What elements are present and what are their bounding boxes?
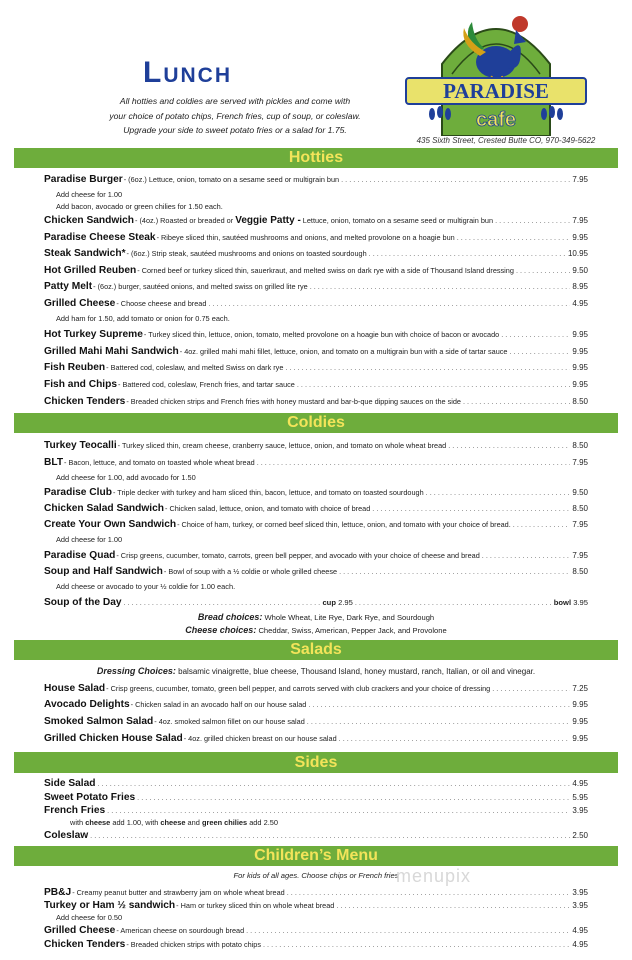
item-name: Fish and Chips bbox=[44, 379, 118, 390]
cup-price: cup 2.95 bbox=[322, 598, 353, 607]
item-desc: - Breaded chicken strips and French fries with honey mustard and bar-b-que dipping sauces on the side bbox=[126, 397, 461, 406]
section-bar-hotties: Hotties bbox=[14, 148, 618, 168]
item-desc: - American cheese on sourdough bread bbox=[116, 926, 245, 935]
item-price: 8.50 bbox=[572, 441, 588, 450]
item-price: 7.95 bbox=[572, 216, 588, 225]
leader-dots bbox=[310, 282, 571, 291]
paradise-cafe-logo bbox=[402, 4, 590, 136]
item-name: Turkey Teocalli bbox=[44, 440, 117, 451]
leader-dots bbox=[297, 380, 571, 389]
item-price: 4.95 bbox=[572, 940, 588, 949]
item-price: 9.95 bbox=[572, 233, 588, 242]
leader-dots bbox=[426, 488, 571, 497]
leader-dots bbox=[495, 216, 570, 225]
item-name: Paradise Cheese Steak bbox=[44, 232, 156, 243]
logo-wordmark: PARADISE bbox=[443, 79, 549, 103]
item-note: Add cheese or avocado to your ½ coldie for 1.00 each. bbox=[56, 582, 236, 591]
item-desc: - 4oz. grilled mahi mahi fillet, lettuce, onion, and tomato on a multigrain bun with a side of tartar sauce bbox=[179, 347, 508, 356]
leader-dots bbox=[355, 598, 552, 607]
item-desc: - Chicken salad, lettuce, onion, and tomato with choice of bread bbox=[165, 504, 371, 513]
leader-dots bbox=[90, 831, 570, 840]
item-note: Add bacon, avocado or green chilies for 1.50 each. bbox=[56, 202, 223, 211]
item-desc: - Bowl of soup with a ½ coldie or whole grilled cheese bbox=[163, 567, 338, 576]
leader-dots bbox=[513, 520, 571, 529]
address: 435 Sixth Street, Crested Butte CO, 970-349-5622 bbox=[416, 136, 596, 145]
item-price: 3.95 bbox=[572, 901, 588, 910]
item-desc: - Battered cod, coleslaw, French fries, and tartar sauce bbox=[118, 380, 295, 389]
leader-dots bbox=[341, 175, 570, 184]
menu-item bbox=[44, 566, 588, 577]
item-price: 7.95 bbox=[572, 520, 588, 529]
leader-dots bbox=[257, 458, 571, 467]
item-price: 9.95 bbox=[572, 380, 588, 389]
menu-item bbox=[44, 550, 588, 561]
section-bar-salads: Salads bbox=[14, 640, 618, 660]
bread-choices: Bread choices: Whole Wheat, Lite Rye, Dark Rye, and Sourdough bbox=[197, 612, 435, 622]
item-name: Grilled Mahi Mahi Sandwich bbox=[44, 346, 179, 357]
item-note: Add ham for 1.50, add tomato or onion for 0.75 each. bbox=[56, 314, 230, 323]
item-desc: - Crisp greens, cucumber, tomato, green bell pepper, and carrots served with club crackers and your choice of dressing bbox=[106, 684, 491, 693]
section-bar-children: Children’s Menu bbox=[14, 846, 618, 866]
item-price: 4.95 bbox=[572, 299, 588, 308]
menu-item bbox=[44, 440, 588, 451]
item-price: 3.95 bbox=[572, 806, 588, 815]
item-price: 7.95 bbox=[572, 175, 588, 184]
item-name: Side Salad bbox=[44, 778, 96, 789]
item-name: Grilled Cheese bbox=[44, 298, 116, 309]
menu-item bbox=[44, 248, 588, 259]
item-desc: - Crisp greens, cucumber, tomato, carrots, green bell pepper, and avocado with your choice of cheese and bread bbox=[116, 551, 480, 560]
item-name: Chicken Tenders bbox=[44, 396, 126, 407]
item-desc: - Choose cheese and bread bbox=[116, 299, 207, 308]
item-name: Paradise Club bbox=[44, 487, 112, 498]
item-price: 8.50 bbox=[572, 567, 588, 576]
leader-dots bbox=[492, 684, 570, 693]
leader-dots bbox=[448, 441, 570, 450]
item-desc: - Bacon, lettuce, and tomato on toasted whole wheat bread bbox=[64, 458, 255, 467]
item-name: Chicken Salad Sandwich bbox=[44, 503, 165, 514]
leader-dots bbox=[124, 598, 321, 607]
item-desc: - Battered cod, coleslaw, and melted Swiss on dark rye bbox=[106, 363, 284, 372]
item-name: Chicken Sandwich bbox=[44, 215, 135, 226]
item-price: 9.95 bbox=[572, 330, 588, 339]
menu-item bbox=[44, 716, 588, 727]
leader-dots bbox=[137, 793, 570, 802]
item-price: 8.50 bbox=[572, 397, 588, 406]
menu-item bbox=[44, 830, 588, 841]
menu-item bbox=[44, 298, 588, 309]
menu-item bbox=[44, 396, 588, 407]
item-price: 9.95 bbox=[572, 347, 588, 356]
item-price: 9.95 bbox=[572, 700, 588, 709]
item-price: 9.95 bbox=[572, 363, 588, 372]
dressing-choices: Dressing Choices: balsamic vinaigrette, blue cheese, Thousand Island, honey mustard, ranch, Italian, or oil and vinegar. bbox=[96, 666, 536, 676]
item-name: PB&J bbox=[44, 887, 72, 898]
leader-dots bbox=[463, 397, 570, 406]
item-desc: - (6oz.) Lettuce, onion, tomato on a sesame seed or multigrain bun bbox=[123, 175, 340, 184]
item-price: 9.50 bbox=[572, 266, 588, 275]
item-name: Paradise Burger bbox=[44, 174, 123, 185]
menu-item bbox=[44, 519, 588, 530]
item-note: Add cheese for 0.50 bbox=[56, 913, 123, 922]
item-desc: - Chicken salad in an avocado half on our house salad bbox=[130, 700, 307, 709]
leader-dots bbox=[336, 901, 570, 910]
item-name: Soup of the Day bbox=[44, 597, 122, 608]
bowl-price: bowl 3.95 bbox=[553, 598, 588, 607]
leader-dots bbox=[307, 717, 571, 726]
leader-dots bbox=[208, 299, 570, 308]
item-note: Add cheese for 1.00 bbox=[56, 190, 123, 199]
item-name: Hot Turkey Supreme bbox=[44, 329, 143, 340]
item-name: Chicken Tenders bbox=[44, 939, 126, 950]
menu-item bbox=[44, 379, 588, 390]
menu-item bbox=[44, 887, 588, 898]
section-bar-coldies: Coldies bbox=[14, 413, 618, 433]
item-price: 4.95 bbox=[572, 779, 588, 788]
menu-item bbox=[44, 503, 588, 514]
menu-item bbox=[44, 346, 588, 357]
intro-line: All hotties and coldies are served with pickles and come with bbox=[119, 96, 351, 106]
item-desc: - Corned beef or turkey sliced thin, sauerkraut, and melted swiss on dark rye with a side of Thousand Island dressing bbox=[137, 266, 514, 275]
item-name: Smoked Salmon Salad bbox=[44, 716, 154, 727]
item-desc: - Ham or turkey sliced thin on whole wheat bread bbox=[176, 901, 335, 910]
item-name: Sweet Potato Fries bbox=[44, 792, 136, 803]
item-note: Add cheese for 1.00 bbox=[56, 535, 123, 544]
section-bar-sides: Sides bbox=[14, 752, 618, 773]
intro-text bbox=[70, 94, 400, 138]
item-desc: - 4oz. smoked salmon fillet on our house salad bbox=[154, 717, 305, 726]
leader-dots bbox=[339, 567, 570, 576]
item-price: 8.95 bbox=[572, 282, 588, 291]
item-name: Grilled Chicken House Salad bbox=[44, 733, 183, 744]
item-desc: - (6oz.) burger, sautéed onions, and melted swiss on grilled lite rye bbox=[93, 282, 308, 291]
menu-item bbox=[44, 329, 588, 340]
item-price: 8.50 bbox=[572, 504, 588, 513]
leader-dots bbox=[457, 233, 571, 242]
item-note: Add cheese for 1.00, add avocado for 1.50 bbox=[56, 473, 196, 482]
item-price: 3.95 bbox=[572, 888, 588, 897]
menu-item bbox=[44, 232, 588, 243]
item-price: 9.50 bbox=[572, 488, 588, 497]
item-price: 2.50 bbox=[572, 831, 588, 840]
item-name: Grilled Cheese bbox=[44, 925, 116, 936]
item-name: Paradise Quad bbox=[44, 550, 116, 561]
item-name: Avocado Delights bbox=[44, 699, 130, 710]
menu-item bbox=[44, 792, 588, 803]
item-name: Coleslaw bbox=[44, 830, 89, 841]
menu-item bbox=[44, 487, 588, 498]
item-desc: - Turkey sliced thin, cream cheese, cranberry sauce, lettuce, onion, and tomato on whole wheat bread bbox=[117, 441, 447, 450]
leader-dots bbox=[509, 347, 570, 356]
leader-dots bbox=[246, 926, 570, 935]
item-price: 5.95 bbox=[572, 793, 588, 802]
item-price: 7.95 bbox=[572, 458, 588, 467]
menu-item bbox=[44, 215, 588, 226]
menu-item bbox=[44, 265, 588, 276]
item-desc: - Turkey sliced thin, lettuce, onion, tomato, melted provolone on a hoagie bun with choice of bacon or avocado bbox=[143, 330, 500, 339]
item-name: French Fries bbox=[44, 805, 106, 816]
item-desc: - Choice of ham, turkey, or corned beef sliced thin, lettuce, onion, and tomato with your choice of bread. bbox=[177, 520, 511, 529]
item-desc: - Creamy peanut butter and strawberry jam on whole wheat bread bbox=[72, 888, 285, 897]
leader-dots bbox=[285, 363, 570, 372]
item-price: 10.95 bbox=[567, 249, 588, 258]
intro-line: Upgrade your side to sweet potato fries or a salad for 1.75. bbox=[123, 125, 347, 135]
item-name: Turkey or Ham ½ sandwich bbox=[44, 900, 176, 911]
item-price: 7.95 bbox=[572, 551, 588, 560]
leader-dots bbox=[516, 266, 570, 275]
item-name: Soup and Half Sandwich bbox=[44, 566, 163, 577]
item-name: Patty Melt bbox=[44, 281, 93, 292]
menu-item bbox=[44, 683, 588, 694]
item-desc: - Triple decker with turkey and ham sliced thin, bacon, lettuce, and tomato on toasted sourdough bbox=[112, 488, 424, 497]
menu-item bbox=[44, 699, 588, 710]
leader-dots bbox=[482, 551, 571, 560]
leader-dots bbox=[98, 779, 571, 788]
menu-item bbox=[44, 778, 588, 789]
children-intro: For kids of all ages. Choose chips or French fries bbox=[233, 871, 399, 880]
intro-line: your choice of potato chips, French fries, cup of soup, or coleslaw. bbox=[109, 110, 361, 121]
logo-subword: cafe bbox=[475, 109, 517, 131]
item-desc: - Ribeye sliced thin, sautéed mushrooms and onions, and melted provolone on a hoagie bun bbox=[156, 233, 455, 242]
item-price: 9.95 bbox=[572, 734, 588, 743]
item-desc: - (6oz.) Strip steak, sautéed mushrooms and onions on toasted sourdough bbox=[126, 249, 367, 258]
leader-dots bbox=[287, 888, 571, 897]
item-name: Fish Reuben bbox=[44, 362, 106, 373]
leader-dots bbox=[501, 330, 570, 339]
leader-dots bbox=[263, 940, 570, 949]
leader-dots bbox=[372, 504, 570, 513]
menu-item bbox=[44, 925, 588, 936]
item-name: BLT bbox=[44, 457, 64, 468]
leader-dots bbox=[369, 249, 566, 258]
menu-item bbox=[44, 733, 588, 744]
item-desc: - 4oz. grilled chicken breast on our house salad bbox=[183, 734, 337, 743]
menu-item bbox=[44, 457, 588, 468]
item-desc: - Breaded chicken strips with potato chips bbox=[126, 940, 261, 949]
item-name: Steak Sandwich* bbox=[44, 248, 126, 259]
item-name: Create Your Own Sandwich bbox=[44, 519, 177, 530]
menu-item bbox=[44, 939, 588, 950]
page-title: Lunch bbox=[143, 56, 232, 89]
menu-item-soup bbox=[44, 597, 588, 608]
fries-note: with cheese add 1.00, with cheese and green chilies add 2.50 bbox=[70, 818, 278, 827]
leader-dots bbox=[308, 700, 570, 709]
item-name: Hot Grilled Reuben bbox=[44, 265, 137, 276]
menu-item bbox=[44, 174, 588, 185]
item-desc: - (4oz.) Roasted or breaded or Veggie Patty - Lettuce, onion, tomato on a sesame seed or multigrain bun bbox=[135, 215, 494, 226]
leader-dots bbox=[339, 734, 571, 743]
menu-item bbox=[44, 900, 588, 911]
cheese-choices: Cheese choices: Cheddar, Swiss, American, Pepper Jack, and Provolone bbox=[185, 625, 447, 635]
item-price: 9.95 bbox=[572, 717, 588, 726]
item-price: 4.95 bbox=[572, 926, 588, 935]
menu-item bbox=[44, 805, 588, 816]
menu-item bbox=[44, 281, 588, 292]
leader-dots bbox=[107, 806, 570, 815]
item-name: House Salad bbox=[44, 683, 106, 694]
item-price: 7.25 bbox=[572, 684, 588, 693]
watermark: menupix bbox=[396, 866, 472, 886]
menu-item bbox=[44, 362, 588, 373]
